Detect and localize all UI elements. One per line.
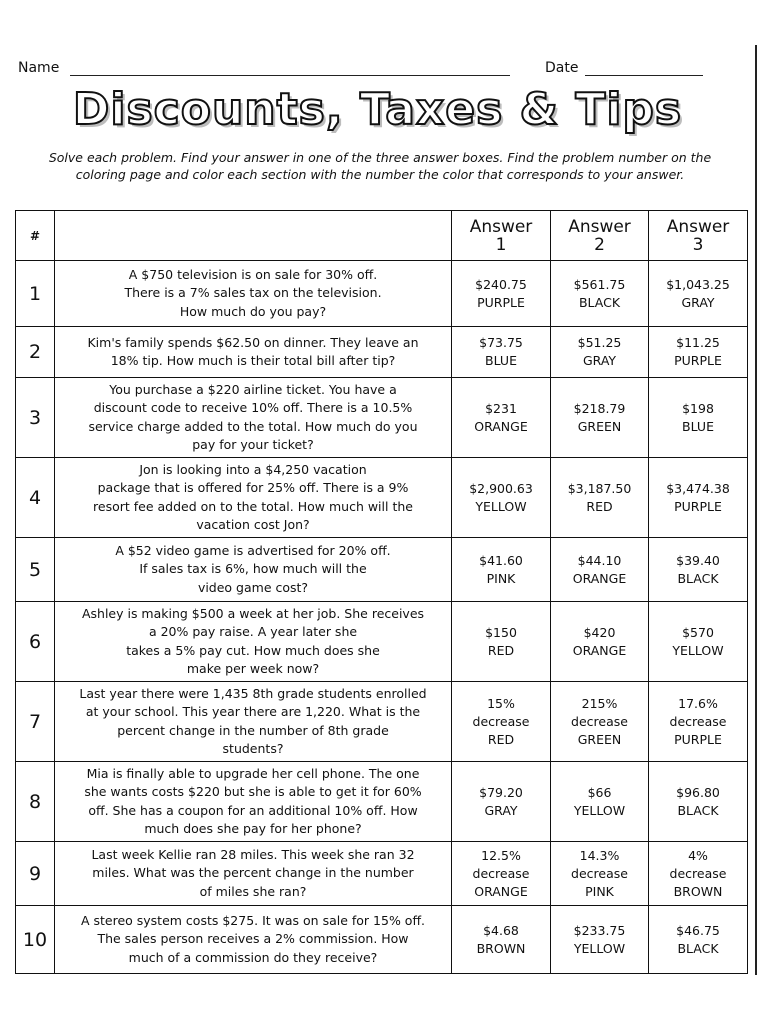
answer-2-cell <box>551 602 649 682</box>
answer-3-cell <box>649 261 748 327</box>
answer-value: 215% <box>581 695 618 711</box>
problem-number: 10 <box>16 906 55 974</box>
answer-value: $41.60 <box>479 552 523 568</box>
problem-line: students? <box>222 741 284 756</box>
answer-color: PINK <box>585 883 614 899</box>
problem-text <box>55 327 452 378</box>
table-header-row <box>16 211 748 261</box>
table-row <box>16 682 748 762</box>
answer-1-cell <box>452 327 551 378</box>
answer-2-cell <box>551 378 649 458</box>
answer-value: $2,900.63 <box>469 480 533 496</box>
problem-number: 3 <box>16 378 55 458</box>
answer-value: $39.40 <box>676 552 720 568</box>
answer-value: $73.75 <box>479 335 523 350</box>
problem-text <box>55 842 452 906</box>
problem-line: pay for your ticket? <box>192 437 314 452</box>
answer-value: $240.75 <box>475 276 527 292</box>
answer2-column-header: Answer 2 <box>551 211 649 261</box>
instructions: Solve each problem. Find your answer in one of the three answer boxes. Find the problem number on the coloring page and color each section with the number the color that corresponds to your answer. <box>48 150 712 182</box>
answer-1-cell <box>452 842 551 906</box>
answer-value: 4% <box>688 847 708 863</box>
answer-value: $3,474.38 <box>666 480 730 496</box>
answer-2-cell <box>551 458 649 538</box>
answer-color: GREEN <box>577 418 622 434</box>
answer-2-cell <box>551 261 649 327</box>
problem-line: A stereo system costs $275. It was on sale for 15% off. <box>80 912 426 928</box>
answer-color: YELLOW <box>672 642 724 658</box>
problem-line: make per week now? <box>186 661 320 676</box>
problem-text <box>55 261 452 327</box>
table-row <box>16 762 748 842</box>
problem-line: she wants costs $220 but she is able to get it for 60% <box>84 784 422 799</box>
problem-line: video game cost? <box>197 579 309 595</box>
answer-color: ORANGE <box>474 418 528 434</box>
problem-line: Last week Kellie ran 28 miles. This week she ran 32 <box>91 846 415 862</box>
answer-color: BROWN <box>673 883 723 899</box>
problem-number: 1 <box>16 261 55 327</box>
answer-value: 17.6% <box>678 695 718 711</box>
answer-3-cell <box>649 327 748 378</box>
answer-color: PURPLE <box>674 498 722 514</box>
answer-1-cell <box>452 762 551 842</box>
date-label: Date <box>545 60 579 76</box>
answer-1-cell <box>452 378 551 458</box>
answer-3-cell <box>649 602 748 682</box>
answer-value: decrease <box>472 865 530 881</box>
answer-color: BLACK <box>677 802 719 818</box>
problem-line: Mia is finally able to upgrade her cell phone. The one <box>86 765 420 781</box>
answer-1-cell <box>452 458 551 538</box>
problem-text <box>55 602 452 682</box>
answer-1-cell <box>452 602 551 682</box>
answer-value: $66 <box>587 784 612 800</box>
problem-line: 18% tip. How much is their total bill after tip? <box>110 353 396 368</box>
answer-3-cell <box>649 682 748 762</box>
answer-color: BLUE <box>485 353 517 368</box>
problem-line: A $750 television is on sale for 30% off. <box>128 266 378 282</box>
answer-1-cell <box>452 538 551 602</box>
answer-color: GREEN <box>577 731 622 747</box>
problem-line: How much do you pay? <box>179 303 327 319</box>
answer-2-cell <box>551 762 649 842</box>
problem-line: A $52 video game is advertised for 20% off. <box>115 542 391 558</box>
problem-line: You purchase a $220 airline ticket. You have a <box>109 381 397 397</box>
answer-value: $4.68 <box>483 922 519 938</box>
answer-2-cell <box>551 327 649 378</box>
answer-value: decrease <box>472 713 530 729</box>
table-row <box>16 842 748 906</box>
problem-column-header <box>55 211 452 261</box>
answer-value: 15% <box>487 695 515 711</box>
problem-line: miles. What was the percent change in the number <box>92 865 414 881</box>
answer-value: decrease <box>571 865 628 881</box>
problem-text <box>55 378 452 458</box>
problem-line: package that is offered for 25% off. There is a 9% <box>97 480 409 495</box>
answer-2-cell <box>551 682 649 762</box>
answer-value: $3,187.50 <box>567 480 632 496</box>
problem-text <box>55 682 452 762</box>
answer-color: BLACK <box>677 570 719 586</box>
answer-value: $51.25 <box>577 335 622 350</box>
answer-color: BROWN <box>476 940 526 956</box>
problem-line: Kim's family spends $62.50 on dinner. They leave an <box>87 334 419 350</box>
table-row <box>16 327 748 378</box>
answer-color: PURPLE <box>674 731 722 747</box>
name-field[interactable] <box>70 75 510 76</box>
problem-number: 4 <box>16 458 55 538</box>
problems-table <box>15 210 748 974</box>
problem-text <box>55 458 452 538</box>
answer-color: ORANGE <box>572 570 627 586</box>
answer-color: RED <box>487 731 515 747</box>
answer-value: $570 <box>682 624 714 640</box>
problem-number: 2 <box>16 327 55 378</box>
answer-value: $198 <box>682 400 714 416</box>
answer-3-cell <box>649 906 748 974</box>
answer-2-cell <box>551 538 649 602</box>
answer-value: decrease <box>571 713 628 729</box>
answer-color: PINK <box>486 570 516 586</box>
answer-value: $233.75 <box>573 922 626 938</box>
answer-color: RED <box>586 498 613 514</box>
answer-3-cell <box>649 842 748 906</box>
answer-value: $44.10 <box>577 552 622 568</box>
problem-line: at your school. This year there are 1,220. What is the <box>85 704 421 719</box>
page-title: Discounts, Taxes & Tips <box>72 84 683 135</box>
problem-line: off. She has a coupon for an additional 10% off. How <box>88 802 418 818</box>
number-column-header: # <box>16 211 55 261</box>
answer-value: $150 <box>485 624 517 640</box>
answer-value: $46.75 <box>676 922 720 938</box>
answer3-column-header: Answer 3 <box>649 211 748 261</box>
answer-2-cell <box>551 906 649 974</box>
answer-1-cell <box>452 906 551 974</box>
answer-color: YELLOW <box>573 940 626 956</box>
answer-value: $231 <box>485 400 517 416</box>
problem-line: discount code to receive 10% off. There is a 10.5% <box>93 400 413 415</box>
answer-value: 12.5% <box>481 847 521 863</box>
table-row <box>16 538 748 602</box>
problem-text <box>55 906 452 974</box>
problem-number: 6 <box>16 602 55 682</box>
problem-line: Jon is looking into a $4,250 vacation <box>139 461 367 477</box>
problem-line: There is a 7% sales tax on the television. <box>124 285 382 301</box>
answer-color: YELLOW <box>573 802 626 818</box>
answer-color: GRAY <box>681 294 715 310</box>
answer-value: $420 <box>583 624 616 640</box>
problem-line: much does she pay for her phone? <box>144 821 362 836</box>
problem-line: service charge added to the total. How much do you <box>88 418 418 434</box>
problem-line: Ashley is making $500 a week at her job. She receives <box>81 605 425 621</box>
answer-color: ORANGE <box>474 883 528 899</box>
answer-value: $1,043.25 <box>666 276 730 292</box>
answer-value: $11.25 <box>676 335 720 350</box>
answer-value: decrease <box>669 713 727 729</box>
answer-color: PURPLE <box>477 294 525 310</box>
answer-3-cell <box>649 458 748 538</box>
answer-value: $79.20 <box>479 784 523 800</box>
name-label: Name <box>18 60 60 76</box>
problem-line: resort fee added on to the total. How much will the <box>93 498 413 514</box>
name-date-header <box>18 58 718 80</box>
problem-line: vacation cost Jon? <box>196 517 310 532</box>
table-row <box>16 602 748 682</box>
problem-line: takes a 5% pay cut. How much does she <box>126 642 380 658</box>
problem-line: percent change in the number of 8th grade <box>117 722 389 738</box>
problem-number: 7 <box>16 682 55 762</box>
answer-color: RED <box>487 642 515 658</box>
problem-number: 8 <box>16 762 55 842</box>
problem-line: of miles she ran? <box>199 883 307 899</box>
answer-color: GRAY <box>582 353 617 368</box>
answer-3-cell <box>649 762 748 842</box>
problem-line: The sales person receives a 2% commission. How <box>97 931 409 947</box>
problem-number: 5 <box>16 538 55 602</box>
problem-line: If sales tax is 6%, how much will the <box>139 561 367 577</box>
table-row <box>16 458 748 538</box>
answer-color: GRAY <box>484 802 518 818</box>
answer-value: $96.80 <box>676 784 720 800</box>
problem-text <box>55 762 452 842</box>
answer-color: ORANGE <box>572 642 627 658</box>
answer-3-cell <box>649 378 748 458</box>
problem-line: Last year there were 1,435 8th grade students enrolled <box>79 685 427 701</box>
table-row <box>16 261 748 327</box>
problem-text <box>55 538 452 602</box>
problem-line: a 20% pay raise. A year later she <box>148 624 358 639</box>
answer-color: BLACK <box>677 940 719 956</box>
answer-1-cell <box>452 261 551 327</box>
answer-color: BLACK <box>578 294 621 310</box>
answer-3-cell <box>649 538 748 602</box>
answer1-column-header: Answer 1 <box>452 211 551 261</box>
table-row <box>16 378 748 458</box>
problem-line: much of a commission do they receive? <box>128 949 378 965</box>
answer-color: YELLOW <box>475 498 527 514</box>
answer-value: decrease <box>669 865 727 881</box>
answer-value: $561.75 <box>573 276 626 292</box>
answer-1-cell <box>452 682 551 762</box>
page-edge-line <box>755 45 757 975</box>
table-row <box>16 906 748 974</box>
date-field[interactable] <box>585 75 703 76</box>
answer-value: 14.3% <box>579 847 620 863</box>
answer-value: $218.79 <box>573 400 626 416</box>
answer-2-cell <box>551 842 649 906</box>
answer-color: BLUE <box>682 418 714 434</box>
answer-color: PURPLE <box>674 353 722 368</box>
problem-number: 9 <box>16 842 55 906</box>
